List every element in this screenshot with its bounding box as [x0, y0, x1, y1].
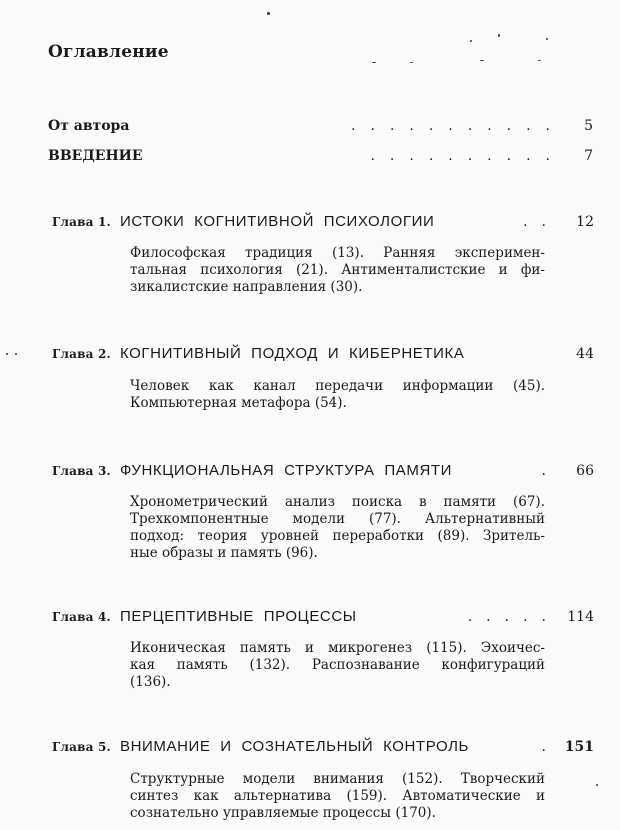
scan-speck [267, 12, 270, 15]
chapter-label: Глава 5. [52, 740, 111, 754]
leader-dots: .. [523, 214, 560, 230]
scan-speck [498, 34, 500, 37]
toc-entry-introduction[interactable] [48, 148, 593, 164]
chapter-1-description [130, 245, 545, 296]
chapter-page: 66 [576, 463, 594, 479]
description-line: Хронометрический анализ поиска в памяти (67). [130, 494, 545, 510]
scan-speck [480, 60, 484, 61]
entry-page: 7 [584, 148, 593, 164]
toc-entry-author[interactable] [48, 118, 593, 134]
toc-chapter-4[interactable] [52, 608, 594, 625]
chapter-label: Глава 4. [52, 610, 111, 624]
chapter-title: ИСТОКИ КОГНИТИВНОЙ ПСИХОЛОГИИ [120, 213, 435, 230]
chapter-2-description [130, 378, 545, 412]
scan-speck [410, 62, 413, 63]
description-line: синтез как альтернатива (159). Автоматические и [130, 788, 545, 804]
leader-dots: . [541, 739, 560, 755]
chapter-title: КОГНИТИВНЫЙ ПОДХОД И КИБЕРНЕТИКА [120, 345, 465, 362]
leader-dots: .......... [370, 148, 565, 164]
scan-speck [6, 353, 8, 355]
toc-chapter-5[interactable] [52, 738, 594, 755]
description-line: ные образы и память (96). [130, 545, 318, 561]
description-line: Трехкомпонентные модели (77). Альтернативный [130, 511, 545, 527]
description-line: (136). [130, 674, 171, 690]
entry-page: 5 [584, 118, 593, 134]
chapter-page: 12 [576, 214, 594, 230]
leader-dots: ........... [351, 118, 565, 134]
description-line: Компьютерная метафора (54). [130, 395, 347, 411]
chapter-4-description [130, 640, 545, 691]
chapter-page: 114 [567, 609, 594, 625]
chapter-3-description [130, 494, 545, 562]
scan-speck [15, 353, 17, 355]
description-line: подход: теория уровней переработки (89). Зритель- [130, 528, 545, 544]
description-line: Иконическая память и микрогенез (115). Эхоичес- [130, 640, 545, 656]
description-line: Структурные модели внимания (152). Творческий [130, 771, 545, 787]
toc-chapter-2[interactable] [52, 345, 594, 362]
chapter-label: Глава 3. [52, 464, 111, 478]
description-line: зикалистские направления (30). [130, 279, 363, 295]
description-line: сознательно управляемые процессы (170). [130, 805, 436, 821]
page-title: Оглавление [48, 42, 169, 62]
description-line: Человек как канал передачи информации (45). [130, 378, 545, 394]
entry-label: ВВЕДЕНИЕ [48, 148, 143, 164]
chapter-5-description [130, 771, 545, 822]
toc-chapter-3[interactable] [52, 462, 594, 479]
leader-dots: ..... [467, 609, 560, 625]
chapter-title: ФУНКЦИОНАЛЬНАЯ СТРУКТУРА ПАМЯТИ [120, 462, 453, 479]
chapter-title: ВНИМАНИЕ И СОЗНАТЕЛЬНЫЙ КОНТРОЛЬ [120, 738, 469, 755]
chapter-label: Глава 2. [52, 347, 111, 361]
entry-label: От автора [48, 118, 130, 134]
scan-speck [470, 40, 472, 42]
chapter-label: Глава 1. [52, 215, 111, 229]
chapter-page: 44 [576, 346, 594, 362]
scan-speck [538, 60, 541, 61]
chapter-title: ПЕРЦЕПТИВНЫЕ ПРОЦЕССЫ [120, 608, 357, 625]
toc-chapter-1[interactable] [52, 213, 594, 230]
scan-speck [546, 38, 548, 40]
chapter-page: 151 [564, 739, 594, 755]
description-line: тальная психология (21). Антименталистские и фи- [130, 262, 545, 278]
scan-speck [596, 784, 598, 786]
description-line: Философская традиция (13). Ранняя эксперимен- [130, 245, 545, 261]
description-line: кая память (132). Распознавание конфигураций [130, 657, 545, 673]
scan-speck [372, 62, 376, 63]
leader-dots: . [541, 463, 560, 479]
